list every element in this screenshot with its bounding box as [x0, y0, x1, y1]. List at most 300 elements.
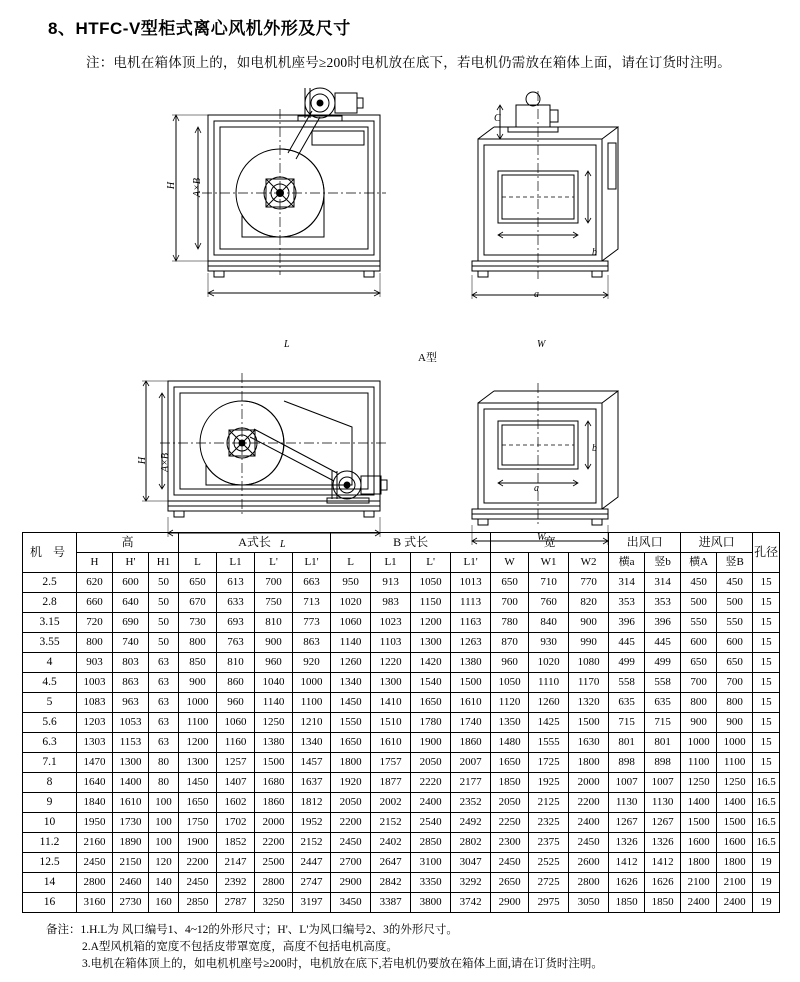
- cell-value: 1600: [717, 833, 753, 853]
- cell-value: 3250: [255, 893, 293, 913]
- subheader-a-L-prime: L': [255, 553, 293, 573]
- cell-value: 1640: [77, 773, 113, 793]
- cell-value: 773: [293, 613, 331, 633]
- cell-value: 2147: [217, 853, 255, 873]
- cell-value: 620: [77, 573, 113, 593]
- cell-value: 650: [681, 653, 717, 673]
- cell-value: 1500: [569, 713, 609, 733]
- cell-value: 314: [645, 573, 681, 593]
- cell-value: 1407: [217, 773, 255, 793]
- cell-value: 720: [77, 613, 113, 633]
- cell-value: 2650: [491, 873, 529, 893]
- cell-value: 1040: [255, 673, 293, 693]
- table-row: [23, 613, 780, 633]
- table-body: [23, 573, 780, 913]
- subheader-b-L-prime: L': [411, 553, 451, 573]
- label-b-top-right: b: [592, 247, 597, 258]
- cell-value: 870: [491, 633, 529, 653]
- cell-value: 640: [113, 593, 149, 613]
- cell-value: 1540: [411, 673, 451, 693]
- cell-value: 903: [77, 653, 113, 673]
- subheader-b-L1: L1: [371, 553, 411, 573]
- cell-value: 920: [293, 653, 331, 673]
- subheader-inlet-B: 竖B: [717, 553, 753, 573]
- cell-value: 670: [179, 593, 217, 613]
- cell-value: 1210: [293, 713, 331, 733]
- cell-value: 600: [681, 633, 717, 653]
- cell-value: 1852: [217, 833, 255, 853]
- cell-value: 1000: [293, 673, 331, 693]
- cell-value: 1260: [529, 693, 569, 713]
- spec-table: [22, 532, 780, 913]
- label-AxB-bottom-left: A×B: [159, 453, 171, 472]
- cell-value: 1450: [331, 693, 371, 713]
- cell-value: 160: [149, 893, 179, 913]
- cell-value: 550: [717, 613, 753, 633]
- cell-value: 960: [491, 653, 529, 673]
- cell-value: 840: [529, 613, 569, 633]
- cell-value: 1850: [645, 893, 681, 913]
- cell-value: 963: [113, 693, 149, 713]
- cell-value: 550: [681, 613, 717, 633]
- cell-value: 1812: [293, 793, 331, 813]
- cell-value: 1800: [331, 753, 371, 773]
- cell-value: 1007: [645, 773, 681, 793]
- subheader-outlet-a: 横a: [609, 553, 645, 573]
- cell-value: 1300: [411, 633, 451, 653]
- cell-value: 63: [149, 713, 179, 733]
- cell-value: 1457: [293, 753, 331, 773]
- cell-value: 16.5: [753, 813, 780, 833]
- cell-value: 1900: [179, 833, 217, 853]
- cell-value: 1920: [331, 773, 371, 793]
- cell-model: 16: [23, 893, 77, 913]
- header-inlet: 进风口: [681, 533, 753, 553]
- cell-value: 2842: [371, 873, 411, 893]
- cell-model: 5.6: [23, 713, 77, 733]
- cell-value: 1060: [217, 713, 255, 733]
- cell-value: 1303: [77, 733, 113, 753]
- cell-value: 2200: [331, 813, 371, 833]
- cell-value: 1250: [681, 773, 717, 793]
- cell-value: 1860: [255, 793, 293, 813]
- cell-value: 900: [717, 713, 753, 733]
- cell-value: 1300: [371, 673, 411, 693]
- cell-model: 2.8: [23, 593, 77, 613]
- cell-value: 445: [609, 633, 645, 653]
- cell-value: 2450: [491, 853, 529, 873]
- cell-value: 2177: [451, 773, 491, 793]
- cell-value: 770: [569, 573, 609, 593]
- cell-value: 1626: [609, 873, 645, 893]
- cell-value: 1650: [411, 693, 451, 713]
- table-sub-header-row: [23, 553, 780, 573]
- label-a-bottom-right: a: [534, 483, 539, 494]
- cell-value: 1130: [609, 793, 645, 813]
- cell-value: 1000: [681, 733, 717, 753]
- cell-value: 2200: [255, 833, 293, 853]
- cell-value: 1410: [371, 693, 411, 713]
- cell-value: 3292: [451, 873, 491, 893]
- cell-value: 635: [645, 693, 681, 713]
- cell-value: 1100: [681, 753, 717, 773]
- cell-value: 2540: [411, 813, 451, 833]
- cell-value: 600: [717, 633, 753, 653]
- cell-value: 810: [217, 653, 255, 673]
- table-row: [23, 833, 780, 853]
- cell-value: 1650: [491, 753, 529, 773]
- cell-model: 11.2: [23, 833, 77, 853]
- cell-value: 3800: [411, 893, 451, 913]
- cell-value: 1680: [255, 773, 293, 793]
- cell-value: 715: [645, 713, 681, 733]
- cell-value: 2450: [77, 853, 113, 873]
- cell-value: 3387: [371, 893, 411, 913]
- cell-value: 2200: [179, 853, 217, 873]
- cell-value: 353: [645, 593, 681, 613]
- cell-value: 1412: [609, 853, 645, 873]
- cell-value: 396: [609, 613, 645, 633]
- cell-value: 715: [609, 713, 645, 733]
- cell-value: 16.5: [753, 793, 780, 813]
- cell-value: 140: [149, 873, 179, 893]
- cell-value: 19: [753, 893, 780, 913]
- cell-value: 1900: [411, 733, 451, 753]
- cell-value: 1003: [77, 673, 113, 693]
- cell-value: 558: [609, 673, 645, 693]
- cell-value: 1170: [569, 673, 609, 693]
- label-H-bottom-left: H: [137, 456, 149, 465]
- cell-value: 930: [529, 633, 569, 653]
- cell-value: 1450: [179, 773, 217, 793]
- cell-value: 1050: [411, 573, 451, 593]
- cell-value: 1550: [331, 713, 371, 733]
- cell-value: 500: [681, 593, 717, 613]
- cell-model: 4: [23, 653, 77, 673]
- label-L-top-left: L: [284, 339, 290, 350]
- cell-value: 16.5: [753, 833, 780, 853]
- cell-value: 750: [255, 593, 293, 613]
- cell-value: 2352: [451, 793, 491, 813]
- cell-value: 1420: [411, 653, 451, 673]
- subheader-W2: W2: [569, 553, 609, 573]
- table-row: [23, 653, 780, 673]
- subheader-b-L1-prime: L1': [451, 553, 491, 573]
- cell-value: 2850: [179, 893, 217, 913]
- cell-value: 63: [149, 673, 179, 693]
- cell-value: 499: [645, 653, 681, 673]
- cell-value: 1500: [255, 753, 293, 773]
- cell-value: 445: [645, 633, 681, 653]
- cell-value: 2730: [113, 893, 149, 913]
- subheader-a-L1: L1: [217, 553, 255, 573]
- cell-value: 2400: [569, 813, 609, 833]
- cell-value: 1757: [371, 753, 411, 773]
- cell-value: 800: [681, 693, 717, 713]
- cell-value: 15: [753, 573, 780, 593]
- subheader-inlet-A: 横A: [681, 553, 717, 573]
- note-line-2: 2.A型风机箱的宽度不包括皮带罩宽度，高度不包括电机高度。: [82, 941, 398, 953]
- cell-value: 960: [217, 693, 255, 713]
- cell-value: 1000: [717, 733, 753, 753]
- cell-value: 1925: [529, 773, 569, 793]
- cell-value: 850: [179, 653, 217, 673]
- table-row: [23, 633, 780, 653]
- cell-value: 1260: [331, 653, 371, 673]
- spec-table-wrapper: [22, 532, 778, 913]
- cell-value: 2125: [529, 793, 569, 813]
- cell-value: 803: [113, 653, 149, 673]
- cell-value: 100: [149, 793, 179, 813]
- cell-value: 1100: [179, 713, 217, 733]
- cell-value: 863: [113, 673, 149, 693]
- cell-value: 1020: [331, 593, 371, 613]
- cell-value: 1320: [569, 693, 609, 713]
- cell-value: 1160: [217, 733, 255, 753]
- cell-value: 950: [331, 573, 371, 593]
- cell-value: 820: [569, 593, 609, 613]
- subheader-H1: H1: [149, 553, 179, 573]
- cell-value: 2000: [255, 813, 293, 833]
- cell-value: 1100: [293, 693, 331, 713]
- cell-value: 15: [753, 593, 780, 613]
- subheader-a-L: L: [179, 553, 217, 573]
- cell-value: 693: [217, 613, 255, 633]
- cell-value: 1850: [491, 773, 529, 793]
- cell-model: 2.5: [23, 573, 77, 593]
- cell-value: 1250: [717, 773, 753, 793]
- subheader-b-L: L: [331, 553, 371, 573]
- table-row: [23, 753, 780, 773]
- cell-value: 2460: [113, 873, 149, 893]
- cell-value: 801: [609, 733, 645, 753]
- subheader-outlet-b: 竖b: [645, 553, 681, 573]
- cell-value: 1500: [717, 813, 753, 833]
- cell-value: 810: [255, 613, 293, 633]
- cell-model: 12.5: [23, 853, 77, 873]
- cell-value: 1610: [113, 793, 149, 813]
- cell-value: 1950: [77, 813, 113, 833]
- cell-value: 2900: [491, 893, 529, 913]
- cell-value: 15: [753, 733, 780, 753]
- cell-value: 740: [113, 633, 149, 653]
- cell-value: 1425: [529, 713, 569, 733]
- cell-value: 2152: [371, 813, 411, 833]
- cell-model: 3.55: [23, 633, 77, 653]
- cell-value: 1740: [451, 713, 491, 733]
- cell-value: 800: [179, 633, 217, 653]
- cell-value: 3450: [331, 893, 371, 913]
- cell-value: 15: [753, 713, 780, 733]
- cell-model: 8: [23, 773, 77, 793]
- cell-value: 1250: [255, 713, 293, 733]
- cell-value: 2450: [331, 833, 371, 853]
- cell-value: 63: [149, 653, 179, 673]
- cell-model: 5: [23, 693, 77, 713]
- cell-value: 120: [149, 853, 179, 873]
- table-row: [23, 713, 780, 733]
- drawing-bottom-right: [442, 377, 652, 547]
- cell-value: 3100: [411, 853, 451, 873]
- table-row: [23, 673, 780, 693]
- cell-value: 2200: [569, 793, 609, 813]
- cell-value: 2160: [77, 833, 113, 853]
- cell-value: 396: [645, 613, 681, 633]
- cell-value: 1380: [451, 653, 491, 673]
- subheader-W1: W1: [529, 553, 569, 573]
- cell-value: 863: [293, 633, 331, 653]
- cell-value: 2700: [331, 853, 371, 873]
- cell-value: 19: [753, 853, 780, 873]
- cell-value: 700: [255, 573, 293, 593]
- cell-value: 1053: [113, 713, 149, 733]
- cell-value: 1060: [331, 613, 371, 633]
- cell-value: 50: [149, 613, 179, 633]
- cell-value: 898: [645, 753, 681, 773]
- cell-value: 50: [149, 573, 179, 593]
- cell-value: 3047: [451, 853, 491, 873]
- subheader-W: W: [491, 553, 529, 573]
- cell-model: 7.1: [23, 753, 77, 773]
- cell-value: 1200: [179, 733, 217, 753]
- cell-value: 1877: [371, 773, 411, 793]
- footer-notes: [46, 922, 603, 973]
- cell-value: 1350: [491, 713, 529, 733]
- cell-value: 1150: [411, 593, 451, 613]
- subheader-H: H: [77, 553, 113, 573]
- table-row: [23, 773, 780, 793]
- cell-value: 2150: [113, 853, 149, 873]
- cell-value: 2850: [411, 833, 451, 853]
- header-height: 高: [77, 533, 179, 553]
- cell-value: 1800: [569, 753, 609, 773]
- cell-value: 100: [149, 833, 179, 853]
- cell-value: 1840: [77, 793, 113, 813]
- cell-value: 1120: [491, 693, 529, 713]
- cell-value: 1380: [255, 733, 293, 753]
- cell-value: 1800: [717, 853, 753, 873]
- cell-value: 1163: [451, 613, 491, 633]
- cell-value: 2392: [217, 873, 255, 893]
- cell-value: 1023: [371, 613, 411, 633]
- cell-value: 800: [717, 693, 753, 713]
- cell-value: 650: [179, 573, 217, 593]
- cell-value: 80: [149, 753, 179, 773]
- cell-value: 2787: [217, 893, 255, 913]
- cell-value: 2050: [331, 793, 371, 813]
- cell-value: 2325: [529, 813, 569, 833]
- cell-value: 1140: [331, 633, 371, 653]
- table-row: [23, 893, 780, 913]
- cell-value: 16.5: [753, 773, 780, 793]
- label-a-top-right: a: [534, 289, 539, 300]
- header-hole-dia: 孔径: [753, 533, 780, 573]
- cell-value: 314: [609, 573, 645, 593]
- cell-value: 1630: [569, 733, 609, 753]
- page-root: [0, 14, 800, 982]
- cell-value: 15: [753, 673, 780, 693]
- cell-value: 2500: [255, 853, 293, 873]
- cell-value: 650: [491, 573, 529, 593]
- cell-value: 635: [609, 693, 645, 713]
- cell-value: 860: [217, 673, 255, 693]
- cell-value: 63: [149, 693, 179, 713]
- cell-value: 1050: [491, 673, 529, 693]
- cell-value: 760: [529, 593, 569, 613]
- cell-value: 2000: [569, 773, 609, 793]
- cell-value: 633: [217, 593, 255, 613]
- cell-value: 100: [149, 813, 179, 833]
- cell-value: 700: [681, 673, 717, 693]
- cell-value: 2975: [529, 893, 569, 913]
- cell-value: 1637: [293, 773, 331, 793]
- table-row: [23, 573, 780, 593]
- cell-value: 800: [77, 633, 113, 653]
- cell-value: 1730: [113, 813, 149, 833]
- cell-value: 1412: [645, 853, 681, 873]
- cell-value: 2402: [371, 833, 411, 853]
- cell-value: 558: [645, 673, 681, 693]
- cell-value: 1263: [451, 633, 491, 653]
- cell-value: 1340: [331, 673, 371, 693]
- cell-value: 3742: [451, 893, 491, 913]
- cell-value: 1470: [77, 753, 113, 773]
- cell-value: 900: [179, 673, 217, 693]
- cell-value: 2400: [717, 893, 753, 913]
- cell-value: 2100: [717, 873, 753, 893]
- type-a-label: A型: [418, 352, 437, 364]
- header-width: 宽: [491, 533, 609, 553]
- cell-value: 1555: [529, 733, 569, 753]
- label-L-bottom-left: L: [280, 539, 286, 550]
- cell-value: 1750: [179, 813, 217, 833]
- cell-value: 2800: [77, 873, 113, 893]
- header-length-b: B 式长: [331, 533, 491, 553]
- label-AxB-top-left: A×B: [191, 178, 203, 197]
- cell-value: 2525: [529, 853, 569, 873]
- table-row: [23, 853, 780, 873]
- cell-value: 1650: [331, 733, 371, 753]
- cell-value: 15: [753, 613, 780, 633]
- cell-value: 1300: [179, 753, 217, 773]
- cell-value: 613: [217, 573, 255, 593]
- cell-value: 710: [529, 573, 569, 593]
- cell-value: 1500: [451, 673, 491, 693]
- cell-value: 2800: [569, 873, 609, 893]
- cell-value: 2600: [569, 853, 609, 873]
- drawing-bottom-left: [132, 367, 422, 547]
- cell-value: 1267: [609, 813, 645, 833]
- cell-value: 713: [293, 593, 331, 613]
- cell-value: 1510: [371, 713, 411, 733]
- subheader-H-prime: H': [113, 553, 149, 573]
- cell-value: 50: [149, 633, 179, 653]
- cell-value: 663: [293, 573, 331, 593]
- cell-value: 2492: [451, 813, 491, 833]
- cell-value: 1103: [371, 633, 411, 653]
- cell-value: 1220: [371, 653, 411, 673]
- cell-value: 1013: [451, 573, 491, 593]
- label-C-top-right: C: [494, 113, 501, 124]
- cell-value: 1080: [569, 653, 609, 673]
- cell-value: 1725: [529, 753, 569, 773]
- cell-value: 700: [717, 673, 753, 693]
- cell-value: 450: [681, 573, 717, 593]
- cell-value: 2447: [293, 853, 331, 873]
- cell-value: 2250: [491, 813, 529, 833]
- cell-value: 450: [717, 573, 753, 593]
- cell-value: 1600: [681, 833, 717, 853]
